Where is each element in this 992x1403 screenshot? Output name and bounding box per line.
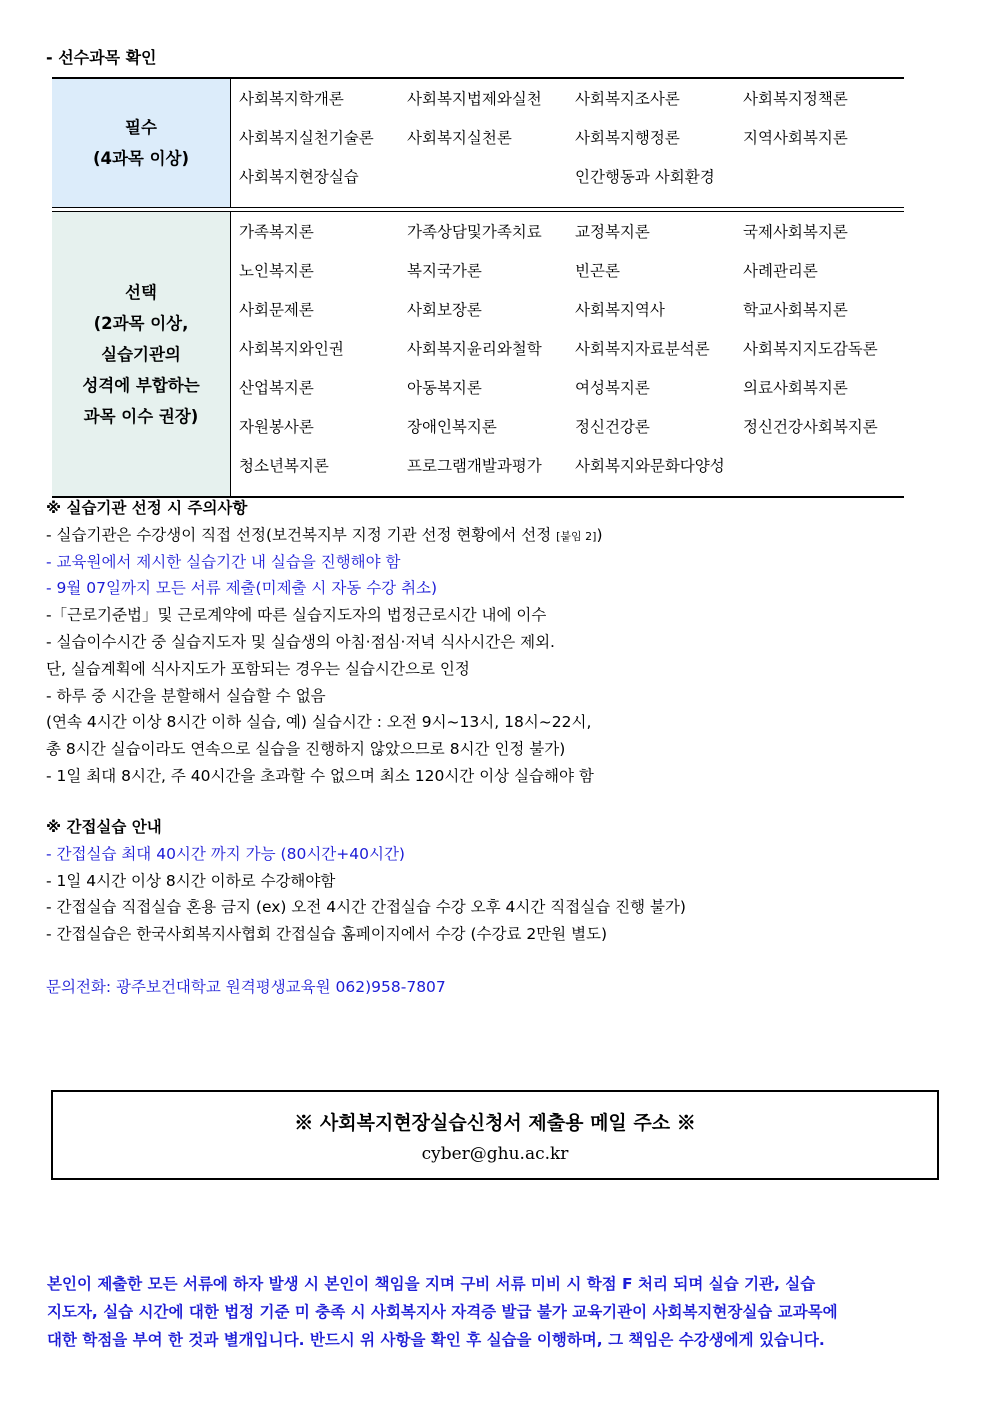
cautions-section	[46, 495, 603, 790]
course-item: 의료사회복지론	[743, 379, 848, 397]
course-item: 장애인복지론	[407, 418, 497, 436]
required-courses	[231, 78, 905, 208]
course-item: 자원봉사론	[239, 418, 314, 436]
elective-courses	[231, 212, 905, 498]
course-item: 학교사회복지론	[743, 301, 848, 319]
required-label-line: (4과목 이상)	[92, 149, 190, 168]
indirect-line: - 1일 4시간 이상 8시간 이하로 수강해야함	[46, 871, 336, 890]
indirect-line: - 간접실습 직접실습 혼용 금지 (ex) 오전 4시간 간접실습 수강 오후 4시간 직접실습 진행 불가)	[46, 898, 686, 917]
course-item: 가족복지론	[239, 223, 314, 241]
course-item: 사회복지조사론	[575, 90, 680, 108]
indirect-line: - 간접실습은 한국사회복지사협회 간접실습 홈페이지에서 수강 (수강료 2만원 별도)	[46, 925, 608, 944]
course-item: 사회복지와문화다양성	[575, 457, 725, 475]
course-item: 사회복지역사	[575, 301, 665, 319]
course-item: 사례관리론	[743, 262, 818, 280]
final-notice-line: 본인이 제출한 모든 서류에 하자 발생 시 본인이 책임을 지며 구비 서류 미비 시 학점 F 처리 되며 실습 기관, 실습	[47, 1275, 816, 1293]
course-item: 인간행동과 사회환경	[575, 168, 715, 186]
course-item: 사회문제론	[239, 301, 314, 319]
caution-text-end: )	[596, 525, 603, 544]
course-item: 사회복지법제와실천	[407, 90, 542, 108]
caution-line: - 교육원에서 제시한 실습기간 내 실습을 진행해야 함	[46, 552, 401, 571]
elective-label-line: 성격에 부합하는	[82, 375, 200, 395]
elective-row	[52, 212, 904, 498]
required-label-line: 필수	[125, 118, 157, 137]
course-item: 사회복지지도감독론	[743, 340, 878, 358]
course-item: 정신건강사회복지론	[743, 418, 878, 436]
course-item: 사회복지실천기술론	[239, 129, 374, 147]
cautions-title: ※ 실습기관 선정 시 주의사항	[46, 499, 248, 517]
course-item: 사회복지자료분석론	[575, 340, 710, 358]
course-item: 노인복지론	[239, 262, 314, 280]
course-item: 사회복지학개론	[239, 90, 344, 108]
final-notice-line: 지도자, 실습 시간에 대한 법정 기준 미 충족 시 사회복지사 자격증 발급 불가 교육기관이 사회복지현장실습 교과목에	[47, 1303, 838, 1321]
caution-line: - 9월 07일까지 모든 서류 제출(미제출 시 자동 수강 취소)	[46, 579, 438, 598]
course-item: 사회보장론	[407, 301, 482, 319]
email-box-title: ※ 사회복지현장실습신청서 제출용 메일 주소 ※	[294, 1112, 696, 1134]
caution-line: -「근로기준법」및 근로계약에 따른 실습지도자의 법정근로시간 내에 이수	[46, 606, 547, 625]
course-item: 교정복지론	[575, 223, 650, 241]
course-item: 빈곤론	[575, 262, 620, 280]
course-item: 국제사회복지론	[743, 223, 848, 241]
course-item: 사회복지실천론	[407, 129, 512, 147]
indirect-line: - 간접실습 최대 40시간 까지 가능 (80시간+40시간)	[46, 844, 405, 863]
elective-label	[52, 212, 231, 498]
required-label	[52, 78, 231, 208]
course-item: 사회복지행정론	[575, 129, 680, 147]
caution-text: - 실습기관은 수강생이 직접 선정(보건복지부 지정 기관 선정 현황에서 선정	[46, 525, 557, 544]
course-item: 사회복지와인권	[239, 340, 344, 358]
caution-line: 단, 실습계획에 식사지도가 포함되는 경우는 실습시간으로 인정	[46, 659, 470, 678]
course-item: 지역사회복지론	[743, 129, 848, 147]
course-item	[743, 453, 911, 492]
section-heading: - 선수과목 확인	[46, 48, 157, 67]
course-item: 여성복지론	[575, 379, 650, 397]
course-item: 사회복지현장실습	[239, 168, 359, 186]
course-item: 복지국가론	[407, 262, 482, 280]
caution-line: - 하루 중 시간을 분할해서 실습할 수 없음	[46, 686, 326, 705]
course-item: 정신건강론	[575, 418, 650, 436]
course-item: 청소년복지론	[239, 457, 329, 475]
prerequisite-table	[52, 77, 904, 498]
course-item	[743, 164, 911, 203]
caution-line: (연속 4시간 이상 8시간 이하 실습, 예) 실습시간 : 오전 9시~13시, 18시~22시,	[46, 713, 592, 732]
course-item: 아동복지론	[407, 379, 482, 397]
caution-line: - 1일 최대 8시간, 주 40시간을 초과할 수 없으며 최소 120시간 이상 실습해야 함	[46, 766, 594, 785]
elective-label-line: (2과목 이상,	[93, 313, 189, 333]
caution-line	[46, 522, 603, 549]
attachment-note: [붙임 2]	[556, 529, 597, 543]
elective-label-line: 실습기관의	[101, 344, 181, 364]
indirect-title: ※ 간접실습 안내	[46, 818, 162, 836]
final-notice-line: 대한 학점을 부여 한 것과 별개입니다. 반드시 위 사항을 확인 후 실습을 이행하며, 그 책임은 수강생에게 있습니다.	[47, 1331, 825, 1349]
contact-phone: 문의전화: 광주보건대학교 원격평생교육원 062)958-7807	[46, 978, 446, 996]
elective-label-line: 과목 이수 권장)	[83, 406, 199, 426]
indirect-section	[46, 814, 686, 948]
course-item: 사회복지윤리와철학	[407, 340, 542, 358]
course-item: 프로그램개발과평가	[407, 457, 542, 475]
email-box	[51, 1090, 939, 1180]
caution-line: - 실습이수시간 중 실습지도자 및 실습생의 아침·점심·저녁 식사시간은 제외.	[46, 632, 555, 651]
course-item: 가족상담및가족치료	[407, 223, 542, 241]
email-address[interactable]: cyber@ghu.ac.kr	[421, 1144, 569, 1164]
course-item: 사회복지정책론	[743, 90, 848, 108]
required-row	[52, 78, 904, 208]
elective-label-line: 선택	[125, 282, 157, 302]
course-item	[407, 164, 575, 203]
caution-line: 총 8시간 실습이라도 연속으로 실습을 진행하지 않았으므로 8시간 인정 불가)	[46, 740, 566, 759]
final-notice	[47, 1270, 947, 1354]
course-item: 산업복지론	[239, 379, 314, 397]
